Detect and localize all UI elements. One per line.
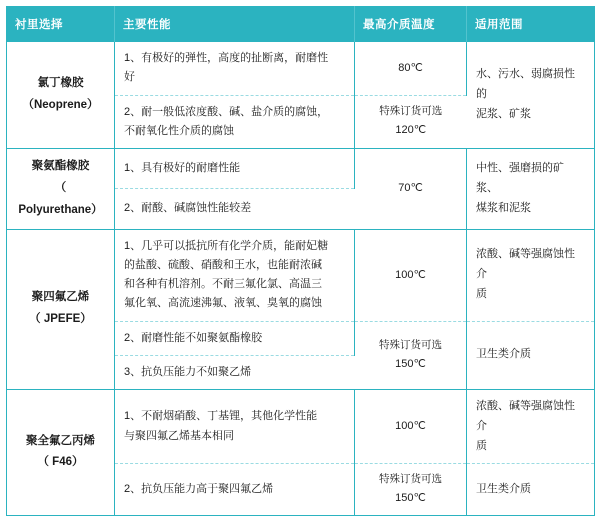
- table-row: [7, 229, 595, 321]
- cell-performance: [115, 189, 355, 229]
- performance-line: 1、具有极好的耐磨性能: [124, 162, 241, 174]
- cell-material: [7, 149, 115, 230]
- cell-material: [7, 390, 115, 516]
- cell-performance: [115, 464, 355, 516]
- temperature-value: 70℃: [398, 182, 423, 195]
- performance-line: 1、不耐烟硝酸、丁基锂，其他化学性能: [124, 410, 318, 423]
- temperature-value: 100℃: [395, 420, 426, 433]
- performance-line: 的盐酸、硫酸、硝酸和王水，也能耐浓碱: [124, 258, 322, 271]
- table-body: [7, 42, 595, 516]
- cell-performance: [115, 355, 355, 389]
- cell-temperature: [355, 42, 467, 96]
- temperature-value: 120℃: [395, 124, 427, 137]
- cell-temperature: [355, 95, 467, 149]
- performance-line: 氟化氧、高流速沸氟、液氧、臭氧的腐蚀: [124, 297, 322, 310]
- column-header-performance: 主要性能: [115, 7, 355, 42]
- material-name-cn: 聚四氟乙烯: [31, 291, 90, 304]
- material-name-cn: 氯丁橡胶: [37, 77, 84, 90]
- scope-line: 水、污水、弱腐损性的: [476, 68, 575, 101]
- temperature-value: 150℃: [395, 492, 426, 505]
- material-name-en: （ F46）: [37, 456, 84, 469]
- performance-line: 不耐氧化性介质的腐蚀: [124, 124, 234, 137]
- cell-scope: [467, 464, 595, 516]
- cell-scope: [467, 321, 595, 390]
- performance-line: 1、有极好的弹性，高度的扯断离，耐磨性: [124, 52, 329, 64]
- cell-temperature: [355, 321, 467, 390]
- temperature-note: 特殊订货可选: [379, 105, 443, 118]
- scope-line: 卫生类介质: [476, 482, 531, 495]
- column-header-application-scope: 适用范围: [467, 7, 595, 42]
- table-header-row: [7, 7, 595, 42]
- cell-temperature: [355, 229, 467, 321]
- scope-line: 质: [476, 287, 487, 300]
- table-row: [7, 149, 595, 189]
- table-row: [7, 42, 595, 96]
- column-header-lining: 衬里选择: [7, 7, 115, 42]
- cell-temperature: [355, 464, 467, 516]
- temperature-value: 80℃: [398, 61, 423, 74]
- cell-temperature: [355, 149, 467, 230]
- performance-line: 2、耐磨性能不如聚氨酯橡胶: [124, 331, 263, 344]
- material-name-en: （ Polyurethane）: [18, 181, 103, 216]
- cell-scope: [467, 149, 595, 230]
- cell-performance: [115, 229, 355, 321]
- performance-line: 2、抗负压能力高于聚四氟乙烯: [124, 483, 274, 496]
- material-name-en: （Neoprene）: [22, 99, 99, 111]
- performance-line: 好: [124, 71, 135, 84]
- material-name-en: （ JPEFE）: [29, 313, 92, 326]
- temperature-note: 特殊订货可选: [379, 473, 442, 486]
- cell-performance: [115, 149, 355, 189]
- scope-line: 浓酸、碱等强腐蚀性介: [476, 248, 575, 281]
- temperature-note: 特殊订货可选: [379, 339, 442, 352]
- scope-line: 浓酸、碱等强腐蚀性介: [476, 400, 575, 432]
- cell-performance: [115, 42, 355, 96]
- performance-line: 和各种有机溶剂。不耐三氟化氯、高温三: [124, 278, 322, 291]
- performance-line: 2、耐一般低浓度酸、碱、盐介质的腐蚀，: [124, 105, 329, 118]
- material-name-cn: 聚全氟乙丙烯: [26, 434, 95, 447]
- cell-performance: [115, 95, 355, 149]
- table-header: [7, 7, 595, 42]
- scope-line: 煤浆和泥浆: [476, 201, 531, 214]
- lining-selection-table: [6, 6, 595, 516]
- cell-performance: [115, 321, 355, 355]
- scope-line: 卫生类介质: [476, 348, 531, 361]
- scope-line: 泥浆、矿浆: [476, 107, 531, 120]
- cell-material: [7, 42, 115, 149]
- material-name-cn: 聚氨酯橡胶: [31, 160, 90, 172]
- performance-line: 3、抗负压能力不如聚乙烯: [124, 365, 252, 378]
- scope-line: 质: [476, 439, 487, 452]
- cell-material: [7, 229, 115, 390]
- performance-line: 与聚四氟乙烯基本相同: [124, 429, 234, 442]
- cell-scope: [467, 42, 595, 149]
- column-header-max-temperature: 最高介质温度: [355, 7, 467, 42]
- performance-line: 1、几乎可以抵抗所有化学介质，能耐妃糖: [124, 239, 329, 252]
- performance-line: 2、耐酸、碱腐蚀性能较差: [124, 202, 252, 215]
- scope-line: 中性、强磨损的矿浆、: [476, 162, 564, 194]
- temperature-value: 150℃: [395, 357, 426, 370]
- cell-scope: [467, 229, 595, 321]
- temperature-value: 100℃: [395, 268, 426, 281]
